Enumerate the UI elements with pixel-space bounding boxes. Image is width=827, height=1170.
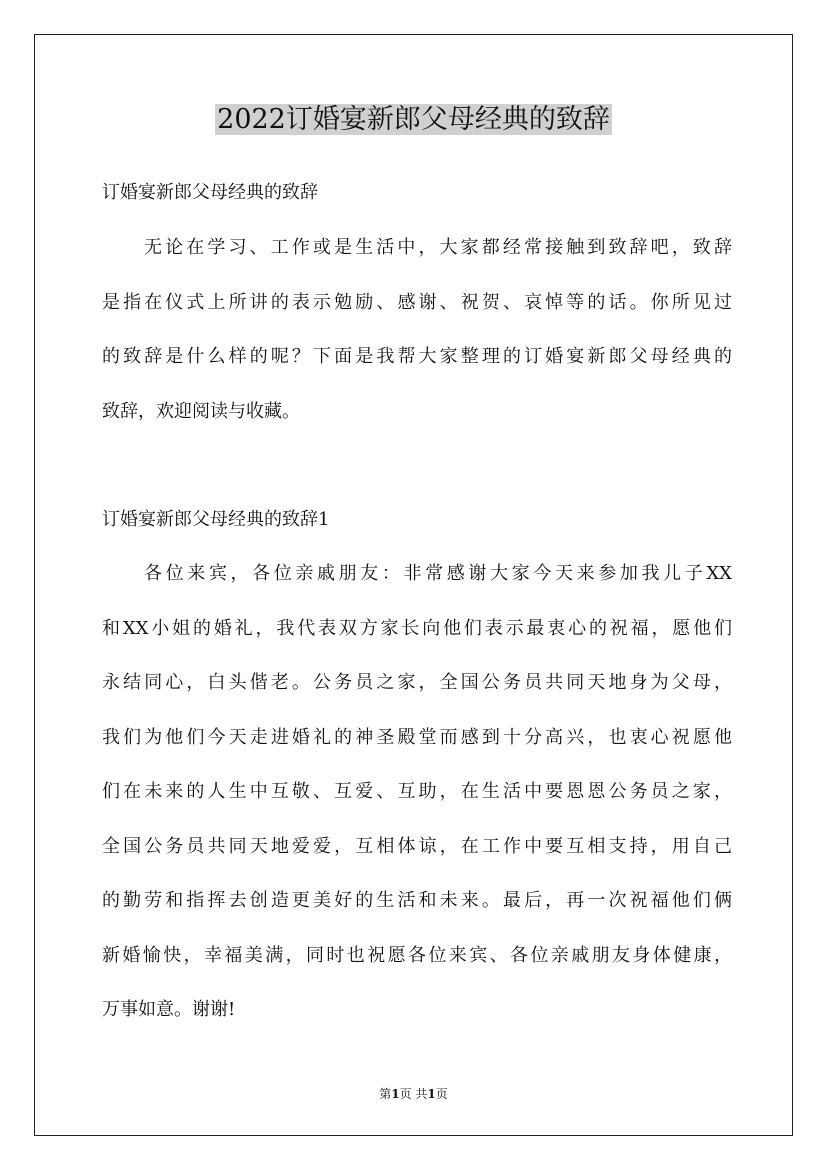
section1-line: 的勤劳和指挥去创造更美好的生活和未来。最后，再一次祝福他们俩	[102, 890, 732, 911]
intro-heading: 订婚宴新郎父母经典的致辞	[102, 182, 318, 203]
section1-line: 和XX小姐的婚礼，我代表双方家长向他们表示最衷心的祝福，愿他们	[102, 617, 732, 639]
section1-line: 新婚愉快，幸福美满，同时也祝愿各位来宾、各位亲戚朋友身体健康，	[102, 944, 732, 966]
section1-line: 我们为他们今天走进婚礼的神圣殿堂而感到十分高兴，也衷心祝愿他	[102, 726, 732, 748]
section1-paragraph	[102, 562, 732, 1053]
intro-line: 是指在仪式上所讲的表示勉励、感谢、祝贺、哀悼等的话。你所见过	[102, 291, 732, 313]
section1-line: 们在未来的人生中互敬、互爱、互助，在生活中要恩恩公务员之家，	[102, 781, 732, 802]
section1-line: 全国公务员共同天地爱爱，互相体谅，在工作中要互相支持，用自己	[102, 835, 732, 857]
document-title	[0, 100, 827, 140]
page-prefix: 第	[379, 1087, 392, 1101]
page-mid: 页 共	[399, 1087, 428, 1101]
intro-paragraph	[102, 236, 732, 454]
page-current: 1	[391, 1087, 400, 1101]
section1-line: 各位来宾，各位亲戚朋友：非常感谢大家今天来参加我儿子XX	[144, 563, 732, 584]
page-suffix: 页	[435, 1087, 448, 1101]
page-footer	[0, 1086, 827, 1102]
intro-line: 的致辞是什么样的呢？下面是我帮大家整理的订婚宴新郎父母经典的	[102, 346, 732, 367]
section1-line: 万事如意。谢谢!	[102, 999, 236, 1020]
section1-line: 永结同心，白头偕老。公务员之家，全国公务员共同天地身为父母，	[102, 672, 732, 693]
intro-line: 致辞，欢迎阅读与收藏。	[102, 400, 300, 422]
section1-heading: 订婚宴新郎父母经典的致辞1	[102, 509, 330, 530]
document-title-text: 2022订婚宴新郎父母经典的致辞	[217, 104, 610, 135]
page-total: 1	[427, 1087, 436, 1101]
intro-line: 无论在学习、工作或是生活中，大家都经常接触到致辞吧，致辞	[144, 237, 732, 258]
